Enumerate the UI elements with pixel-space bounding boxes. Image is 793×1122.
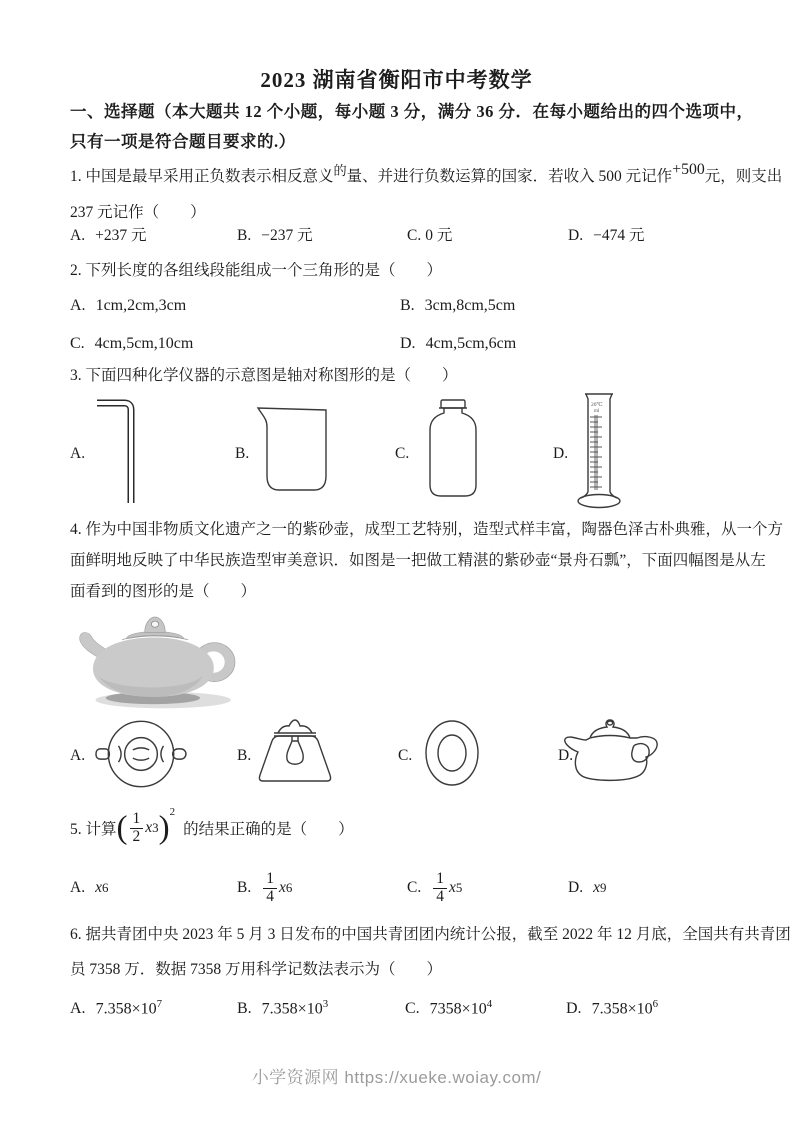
q5-inner-exponent: 3 — [152, 820, 159, 835]
q4-label-a: A. — [70, 747, 86, 764]
q5-close-paren: ) — [158, 809, 170, 846]
question-5-text — [70, 804, 354, 852]
q6-option-a: A. $7.358\times 10^7$ — [70, 998, 163, 1018]
q5-option-a: A. x 6 — [70, 879, 109, 896]
beaker-figure — [248, 406, 334, 496]
q1-option-a: A. +237 元 — [70, 227, 147, 244]
q1-superscript-de: 的 — [333, 163, 347, 179]
q1-option-d: D. −474 元 — [568, 227, 645, 244]
teapot-side-view-figure — [556, 710, 666, 798]
q1-text-a: 1. 中国是最早采用正负数表示相反意义 — [70, 168, 334, 185]
q5-outer-exponent: 2 — [169, 806, 176, 818]
q3-label-a: A. — [70, 445, 86, 462]
watermark-footer: 小学资源网 https://xueke.woiay.com/ — [251, 1068, 542, 1087]
q1-option-b: B. −237 元 — [237, 227, 313, 244]
q3-label-b: B. — [235, 445, 250, 462]
question-4-line3: 面看到的图形的是（ ） — [70, 583, 257, 600]
q4-label-d: D. — [558, 747, 574, 764]
question-1-line2: 237 元记作（ ） — [70, 204, 206, 221]
q5-base: x — [145, 819, 153, 836]
q2-option-d: D. 4cm,5cm,6cm — [400, 335, 517, 352]
q5-open-paren: ( — [116, 809, 128, 846]
q1-text-b: 量、并进行负数运算的国家．若收入 500 元记作 — [346, 168, 673, 185]
question-6-line1: 6. 据共青团中央 2023 年 5 月 3 日发布的中国共青团团内统计公报，截至 2022 年 12 月底，全国共有共青团 — [70, 926, 791, 943]
wide-mouth-bottle-figure — [422, 398, 484, 500]
q1-raised-plus500: +500 — [672, 161, 705, 178]
q6-option-c: C. $7358\times 10^4$ — [405, 998, 493, 1018]
teapot-top-view-figure — [94, 716, 188, 792]
q2-option-a: A. 1cm,2cm,3cm — [70, 297, 187, 314]
q6-option-b: B. $7.358\times 10^3$ — [237, 998, 329, 1018]
q2-option-c: C. 4cm,5cm,10cm — [70, 335, 194, 352]
q6-option-d: D. $7.358\times 10^6$ — [566, 998, 659, 1018]
question-4-line1: 4. 作为中国非物质文化遗产之一的紫砂壶，成型工艺特别，造型式样丰富，陶器色泽古朴典雅，从一个方 — [70, 521, 784, 538]
q2-option-b: B. 3cm,8cm,5cm — [400, 297, 516, 314]
section-header-line1: 一、选择题（本大题共 12 个小题，每小题 3 分，满分 36 分．在每小题给出的四个选项中， — [70, 102, 754, 121]
q5-suffix: 的结果正确的是（ ） — [183, 821, 354, 838]
ring-view-figure — [423, 718, 481, 788]
cylinder-text-temp: 20℃ — [591, 402, 603, 408]
question-1-line1 — [70, 161, 783, 188]
question-2-text: 2. 下列长度的各组线段能组成一个三角形的是（ ） — [70, 262, 443, 279]
q1-option-c: C. 0 元 — [407, 227, 453, 244]
q5-option-d: D. x 9 — [568, 879, 607, 896]
q5-option-c: C. $\frac{1}{4}$ x 5 — [407, 870, 463, 905]
question-3-text: 3. 下面四种化学仪器的示意图是轴对称图形的是（ ） — [70, 367, 458, 384]
teapot-front-view-figure — [248, 714, 342, 790]
q5-option-b: B. $\frac{1}{4}$ x 6 — [237, 870, 293, 905]
q3-label-c: C. — [395, 445, 410, 462]
cylinder-text-ml: ml — [594, 409, 600, 414]
question-6-line2: 员 7358 万．数据 7358 万用科学记数法表示为（ ） — [70, 961, 443, 978]
bent-glass-tube-figure — [92, 396, 138, 506]
q4-label-b: B. — [237, 747, 252, 764]
graduated-cylinder-figure — [574, 391, 624, 511]
page-title: 2023 湖南省衡阳市中考数学 — [260, 68, 533, 92]
q3-label-d: D. — [553, 445, 569, 462]
q1-text-c: 元，则支出 — [704, 168, 783, 185]
section-header-line2: 只有一项是符合题目要求的.） — [70, 132, 296, 151]
q4-label-c: C. — [398, 747, 413, 764]
question-4-line2: 面鲜明地反映了中华民族造型审美意识．如图是一把做工精湛的紫砂壶“景舟石瓢”，下面四幅图是从左 — [70, 552, 766, 569]
teapot-photo — [73, 604, 237, 712]
q5-prefix: 5. 计算 — [70, 821, 117, 838]
q5-fraction: $\frac{1}{2}$ — [130, 811, 144, 845]
